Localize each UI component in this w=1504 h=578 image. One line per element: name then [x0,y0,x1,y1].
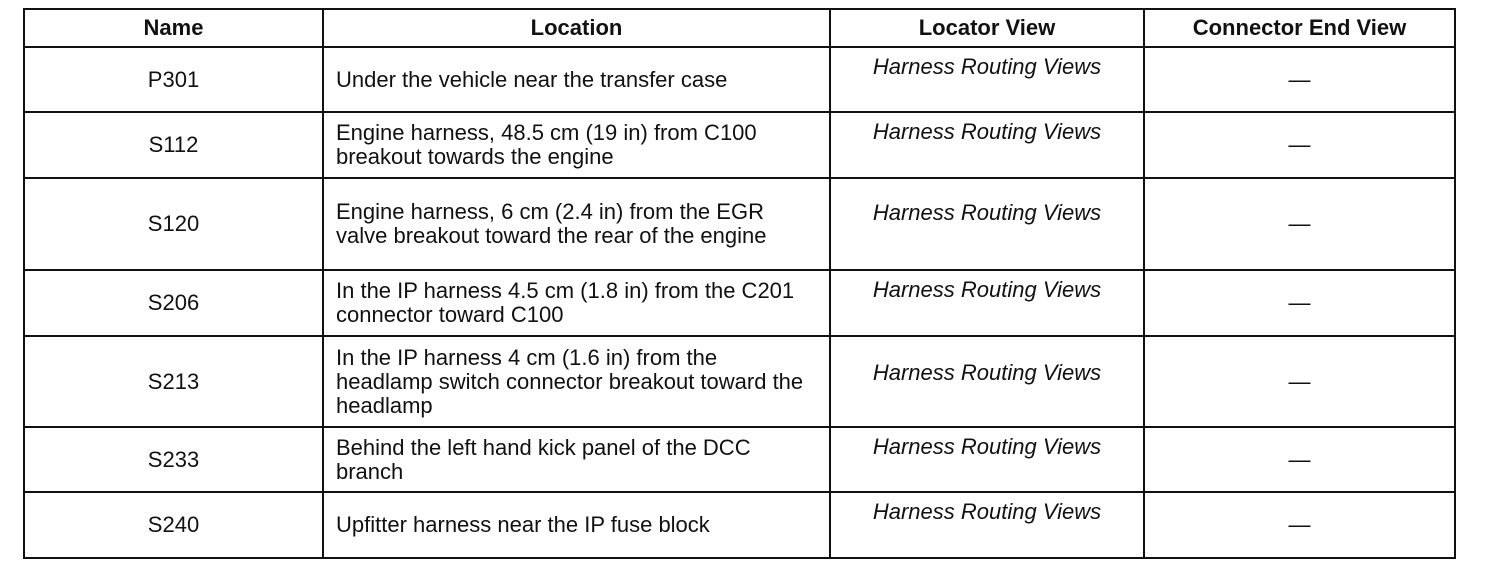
row-location: In the IP harness 4 cm (1.6 in) from the headlamp switch connector breakout toward the headlamp [323,336,830,427]
row-location: Engine harness, 6 cm (2.4 in) from the EGR valve breakout toward the rear of the engine [323,178,830,270]
row-name: P301 [24,47,323,112]
row-connector-end-view: — [1144,270,1455,336]
row-connector-end-view: — [1144,178,1455,270]
table-row [24,427,1455,492]
header-locator-view: Locator View [830,9,1144,47]
row-connector-end-view: — [1144,427,1455,492]
row-location: Engine harness, 48.5 cm (19 in) from C100 breakout towards the engine [323,112,830,178]
row-locator-view: Harness Routing Views [830,427,1144,492]
table-header-row [24,9,1455,47]
row-location: Upfitter harness near the IP fuse block [323,492,830,558]
header-name: Name [24,9,323,47]
row-locator-view: Harness Routing Views [830,270,1144,336]
table-row [24,178,1455,270]
row-locator-view: Harness Routing Views [830,47,1144,112]
header-connector-end-view: Connector End View [1144,9,1455,47]
table-row [24,336,1455,427]
row-connector-end-view: — [1144,47,1455,112]
row-name: S240 [24,492,323,558]
row-location: Behind the left hand kick panel of the DCC branch [323,427,830,492]
row-location: In the IP harness 4.5 cm (1.8 in) from the C201 connector toward C100 [323,270,830,336]
row-name: S213 [24,336,323,427]
row-name: S112 [24,112,323,178]
table-row [24,270,1455,336]
table-row [24,47,1455,112]
row-connector-end-view: — [1144,112,1455,178]
row-locator-view: Harness Routing Views [830,178,1144,270]
row-location: Under the vehicle near the transfer case [323,47,830,112]
row-connector-end-view: — [1144,492,1455,558]
row-name: S233 [24,427,323,492]
row-name: S120 [24,178,323,270]
header-location: Location [323,9,830,47]
splice-location-table [23,8,1456,559]
table-row [24,492,1455,558]
row-locator-view: Harness Routing Views [830,112,1144,178]
row-name: S206 [24,270,323,336]
row-locator-view: Harness Routing Views [830,336,1144,427]
table-row [24,112,1455,178]
row-connector-end-view: — [1144,336,1455,427]
row-locator-view: Harness Routing Views [830,492,1144,558]
